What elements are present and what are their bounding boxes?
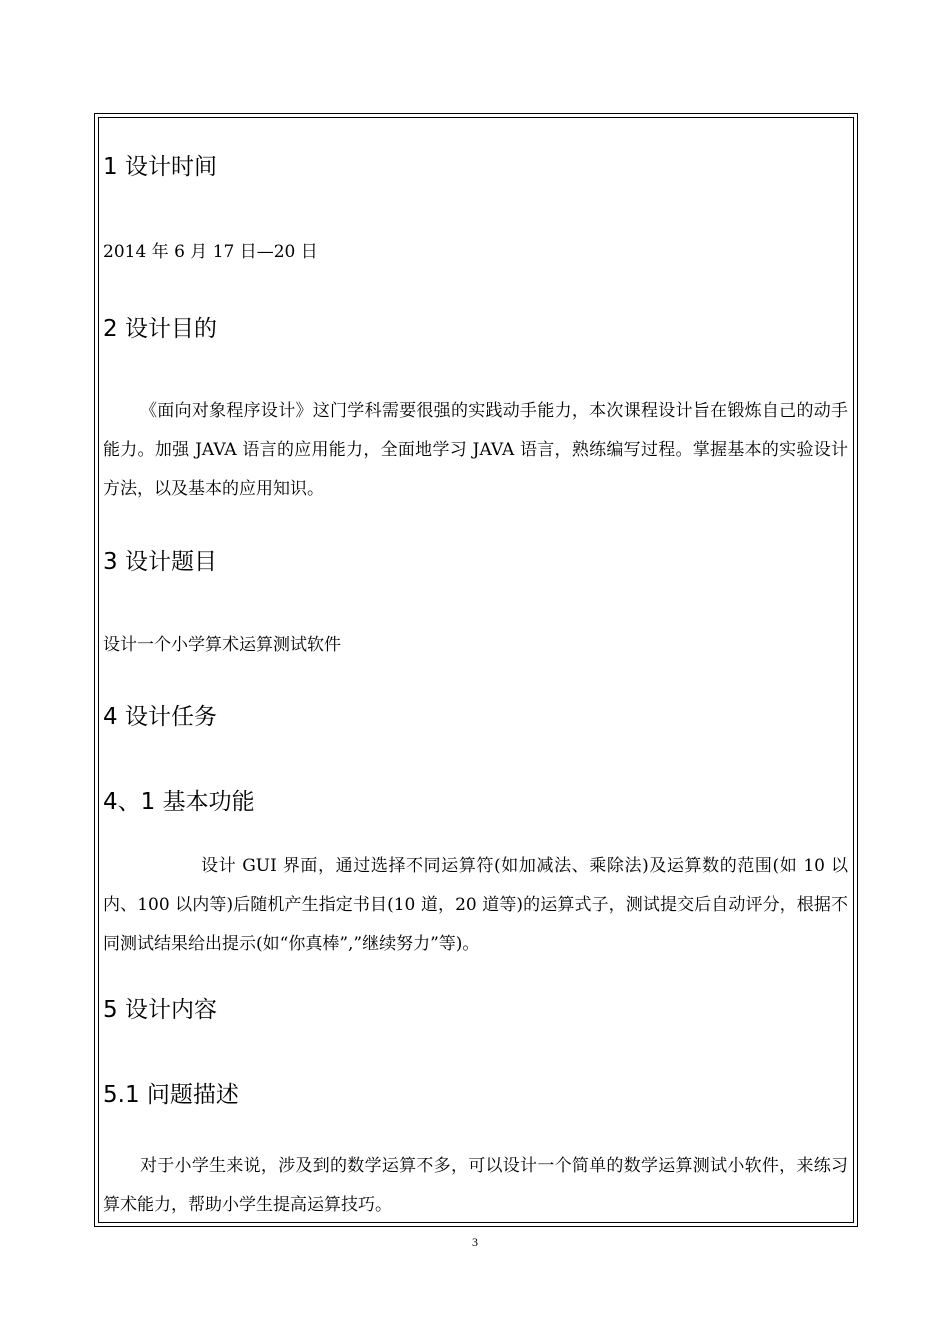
heading-design-content: 5 设计内容 [103,997,217,1023]
design-time-text: 2014 年 6 月 17 日—20 日 [103,242,318,262]
heading-design-topic: 3 设计题目 [103,549,217,575]
design-purpose-text: 《面向对象程序设计》这门学科需要很强的实践动手能力，本次课程设计旨在锻炼自己的动手能力。加强 JAVA 语言的应用能力，全面地学习 JAVA 语言，熟练编写过程。掌握基本的实验设计方法，以及基本的应用知识。 [103,401,848,499]
heading-basic-function: 4、1 基本功能 [103,789,255,815]
heading-design-time: 1 设计时间 [103,154,217,180]
design-topic-text: 设计一个小学算术运算测试软件 [103,635,341,655]
heading-problem-description: 5.1 问题描述 [103,1082,239,1108]
heading-design-purpose: 2 设计目的 [103,316,217,342]
heading-design-task: 4 设计任务 [103,704,217,730]
problem-description-text: 对于小学生来说，涉及到的数学运算不多，可以设计一个简单的数学运算测试小软件，来练习算术能力，帮助小学生提高运算技巧。 [103,1156,848,1215]
page-number: 3 [472,1235,478,1249]
basic-function-text: 设计 GUI 界面，通过选择不同运算符(如加减法、乘除法)及运算数的范围(如 10 以内、100 以内等)后随机产生指定书目(10 道，20 道等)的运算式子，测试提交后自动评分，根据不同测试结果给出提示(如“你真棒”,”继续努力”等)。 [103,856,848,954]
page-border-inner [98,117,854,1223]
